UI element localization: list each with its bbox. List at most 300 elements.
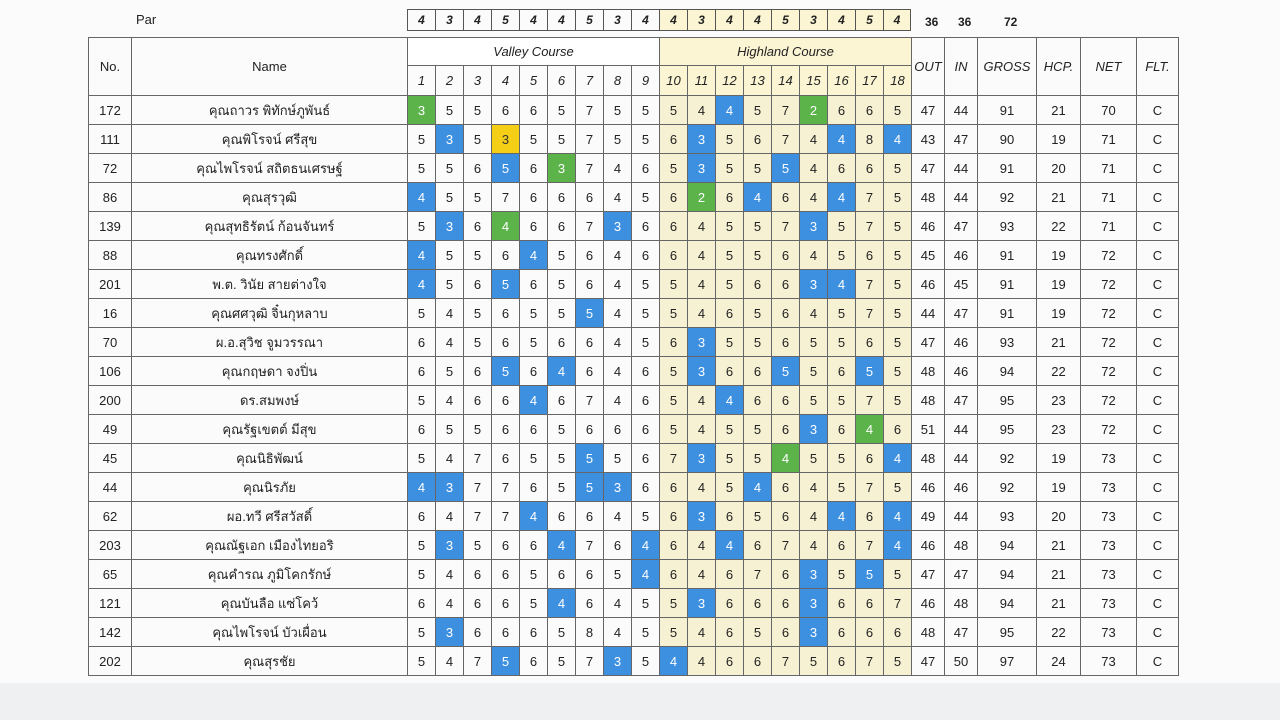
hole-score-13: 5 <box>744 415 772 444</box>
hole-score-2: 4 <box>436 502 464 531</box>
hole-score-16: 5 <box>828 473 856 502</box>
hole-score-17: 8 <box>856 125 884 154</box>
table-row <box>89 647 1179 676</box>
player-name: คุณพิโรจน์ ศรีสุข <box>132 125 408 154</box>
net-score: 73 <box>1081 473 1137 502</box>
par-hole-7: 5 <box>575 9 603 31</box>
par-hole-12: 4 <box>715 9 743 31</box>
hole-score-5: 6 <box>520 154 548 183</box>
net-score: 73 <box>1081 618 1137 647</box>
hole-score-3: 6 <box>464 560 492 589</box>
hole-score-4: 5 <box>492 647 520 676</box>
hole-score-18: 5 <box>884 241 912 270</box>
hole-score-12: 6 <box>716 647 744 676</box>
hole-score-14: 6 <box>772 415 800 444</box>
hole-number-15: 15 <box>800 66 828 96</box>
hole-score-3: 5 <box>464 96 492 125</box>
out-total: 47 <box>912 328 945 357</box>
hole-score-9: 6 <box>632 154 660 183</box>
score-table-body <box>89 96 1179 676</box>
hole-score-1: 5 <box>408 560 436 589</box>
hole-score-15: 3 <box>800 415 828 444</box>
net-score: 73 <box>1081 560 1137 589</box>
hole-score-7: 6 <box>576 357 604 386</box>
hole-score-12: 4 <box>716 96 744 125</box>
hole-score-15: 2 <box>800 96 828 125</box>
player-number: 201 <box>89 270 132 299</box>
hole-score-7: 6 <box>576 183 604 212</box>
player-name: คุณถาวร พิทักษ์ภูพันธ์ <box>132 96 408 125</box>
hole-score-6: 5 <box>548 270 576 299</box>
gross-score: 94 <box>978 531 1037 560</box>
hole-score-10: 5 <box>660 96 688 125</box>
hole-score-3: 5 <box>464 328 492 357</box>
handicap: 22 <box>1037 212 1081 241</box>
hole-score-7: 6 <box>576 241 604 270</box>
hole-score-18: 5 <box>884 299 912 328</box>
hole-score-2: 4 <box>436 299 464 328</box>
hole-score-18: 5 <box>884 270 912 299</box>
in-total: 44 <box>945 154 978 183</box>
hole-score-16: 5 <box>828 386 856 415</box>
hole-number-16: 16 <box>828 66 856 96</box>
hole-score-9: 6 <box>632 212 660 241</box>
hole-score-2: 4 <box>436 386 464 415</box>
hole-score-15: 4 <box>800 183 828 212</box>
hole-score-13: 7 <box>744 560 772 589</box>
player-name: คุณทรงศักดิ์ <box>132 241 408 270</box>
handicap: 24 <box>1037 647 1081 676</box>
hole-score-14: 5 <box>772 154 800 183</box>
hole-score-2: 5 <box>436 96 464 125</box>
hole-score-9: 5 <box>632 299 660 328</box>
hole-score-1: 5 <box>408 212 436 241</box>
gross-score: 91 <box>978 299 1037 328</box>
hole-number-4: 4 <box>492 66 520 96</box>
hole-number-1: 1 <box>408 66 436 96</box>
hole-score-16: 6 <box>828 357 856 386</box>
hole-score-17: 7 <box>856 647 884 676</box>
hole-score-17: 7 <box>856 531 884 560</box>
player-number: 142 <box>89 618 132 647</box>
hole-score-13: 5 <box>744 241 772 270</box>
hole-score-5: 4 <box>520 241 548 270</box>
handicap: 19 <box>1037 241 1081 270</box>
out-total: 47 <box>912 560 945 589</box>
hole-score-4: 6 <box>492 531 520 560</box>
hole-score-8: 4 <box>604 589 632 618</box>
handicap: 21 <box>1037 560 1081 589</box>
table-row <box>89 589 1179 618</box>
table-row <box>89 299 1179 328</box>
flight: C <box>1137 154 1179 183</box>
hole-score-1: 5 <box>408 531 436 560</box>
flight: C <box>1137 618 1179 647</box>
hole-score-16: 4 <box>828 270 856 299</box>
out-total: 48 <box>912 183 945 212</box>
hole-score-4: 7 <box>492 183 520 212</box>
hole-score-4: 6 <box>492 618 520 647</box>
hole-number-14: 14 <box>772 66 800 96</box>
hole-score-13: 6 <box>744 270 772 299</box>
hole-score-2: 5 <box>436 183 464 212</box>
hole-score-14: 7 <box>772 647 800 676</box>
hole-score-2: 4 <box>436 328 464 357</box>
hole-score-15: 4 <box>800 125 828 154</box>
player-number: 62 <box>89 502 132 531</box>
out-total: 47 <box>912 647 945 676</box>
hole-number-18: 18 <box>884 66 912 96</box>
par-hole-2: 3 <box>435 9 463 31</box>
out-total: 46 <box>912 589 945 618</box>
hole-score-7: 6 <box>576 502 604 531</box>
hole-score-8: 5 <box>604 444 632 473</box>
hole-score-8: 6 <box>604 531 632 560</box>
hole-score-10: 7 <box>660 444 688 473</box>
hole-score-9: 4 <box>632 560 660 589</box>
hole-score-18: 5 <box>884 473 912 502</box>
handicap: 19 <box>1037 473 1081 502</box>
in-total: 46 <box>945 357 978 386</box>
hole-score-3: 5 <box>464 531 492 560</box>
flight: C <box>1137 647 1179 676</box>
hole-score-17: 7 <box>856 299 884 328</box>
hole-score-3: 5 <box>464 415 492 444</box>
hole-score-4: 7 <box>492 473 520 502</box>
hole-score-4: 5 <box>492 154 520 183</box>
hole-score-8: 6 <box>604 415 632 444</box>
in-total: 47 <box>945 299 978 328</box>
hole-score-3: 6 <box>464 386 492 415</box>
hole-score-17: 5 <box>856 357 884 386</box>
hole-score-9: 5 <box>632 183 660 212</box>
hole-score-7: 5 <box>576 473 604 502</box>
net-score: 73 <box>1081 647 1137 676</box>
hole-score-1: 3 <box>408 96 436 125</box>
col-flt-header: FLT. <box>1137 38 1179 96</box>
par-hole-16: 4 <box>827 9 855 31</box>
par-out: 36 <box>925 15 939 29</box>
flight: C <box>1137 386 1179 415</box>
hole-score-2: 4 <box>436 560 464 589</box>
hole-score-3: 7 <box>464 647 492 676</box>
table-row <box>89 473 1179 502</box>
flight: C <box>1137 502 1179 531</box>
flight: C <box>1137 415 1179 444</box>
net-score: 71 <box>1081 154 1137 183</box>
hole-score-18: 4 <box>884 502 912 531</box>
hole-score-1: 6 <box>408 589 436 618</box>
valley-course-header: Valley Course <box>408 38 660 66</box>
hole-score-4: 7 <box>492 502 520 531</box>
hole-score-5: 6 <box>520 270 548 299</box>
in-total: 47 <box>945 125 978 154</box>
out-total: 48 <box>912 618 945 647</box>
out-total: 47 <box>912 154 945 183</box>
hole-score-15: 5 <box>800 444 828 473</box>
hole-score-9: 5 <box>632 502 660 531</box>
player-name: คุณนิธิพัฒน์ <box>132 444 408 473</box>
player-number: 139 <box>89 212 132 241</box>
header-row-courses <box>89 38 1179 66</box>
hole-score-1: 5 <box>408 154 436 183</box>
hole-score-2: 4 <box>436 444 464 473</box>
hole-score-7: 5 <box>576 444 604 473</box>
hole-score-10: 5 <box>660 154 688 183</box>
hole-score-11: 3 <box>688 154 716 183</box>
hole-score-1: 5 <box>408 299 436 328</box>
hole-score-10: 6 <box>660 125 688 154</box>
hole-score-11: 3 <box>688 444 716 473</box>
hole-score-12: 5 <box>716 444 744 473</box>
hole-score-13: 5 <box>744 618 772 647</box>
hole-score-17: 6 <box>856 154 884 183</box>
in-total: 50 <box>945 647 978 676</box>
hole-score-8: 4 <box>604 183 632 212</box>
hole-score-9: 6 <box>632 415 660 444</box>
score-table <box>88 37 1179 676</box>
hole-score-4: 5 <box>492 357 520 386</box>
net-score: 72 <box>1081 270 1137 299</box>
in-total: 48 <box>945 589 978 618</box>
hole-score-13: 4 <box>744 473 772 502</box>
hole-score-6: 6 <box>548 560 576 589</box>
hole-number-2: 2 <box>436 66 464 96</box>
hole-score-6: 5 <box>548 473 576 502</box>
table-row <box>89 531 1179 560</box>
hole-score-2: 3 <box>436 125 464 154</box>
par-hole-8: 3 <box>603 9 631 31</box>
hole-score-12: 5 <box>716 270 744 299</box>
hole-score-15: 3 <box>800 212 828 241</box>
player-name: คุณกฤษดา จงปิ่น <box>132 357 408 386</box>
hole-score-9: 6 <box>632 473 660 502</box>
player-name: คุณสุรวุฒิ <box>132 183 408 212</box>
table-row <box>89 444 1179 473</box>
hole-number-9: 9 <box>632 66 660 96</box>
gross-score: 95 <box>978 415 1037 444</box>
hole-score-9: 5 <box>632 589 660 618</box>
player-number: 65 <box>89 560 132 589</box>
handicap: 20 <box>1037 154 1081 183</box>
hole-score-6: 5 <box>548 618 576 647</box>
hole-number-5: 5 <box>520 66 548 96</box>
hole-score-13: 5 <box>744 328 772 357</box>
col-net-header: NET <box>1081 38 1137 96</box>
hole-score-18: 6 <box>884 618 912 647</box>
player-name: พ.ต. วินัย สายต่างใจ <box>132 270 408 299</box>
hole-score-11: 4 <box>688 531 716 560</box>
hole-score-16: 4 <box>828 125 856 154</box>
hole-score-3: 5 <box>464 183 492 212</box>
in-total: 44 <box>945 415 978 444</box>
hole-score-13: 5 <box>744 502 772 531</box>
table-row <box>89 502 1179 531</box>
hole-score-10: 5 <box>660 270 688 299</box>
par-hole-6: 4 <box>547 9 575 31</box>
flight: C <box>1137 560 1179 589</box>
par-hole-13: 4 <box>743 9 771 31</box>
hole-score-9: 5 <box>632 328 660 357</box>
hole-score-14: 6 <box>772 241 800 270</box>
hole-score-17: 7 <box>856 386 884 415</box>
hole-score-5: 6 <box>520 647 548 676</box>
hole-score-12: 6 <box>716 560 744 589</box>
handicap: 21 <box>1037 96 1081 125</box>
out-total: 49 <box>912 502 945 531</box>
player-number: 44 <box>89 473 132 502</box>
in-total: 47 <box>945 618 978 647</box>
handicap: 21 <box>1037 531 1081 560</box>
hole-score-11: 3 <box>688 357 716 386</box>
hole-score-2: 3 <box>436 618 464 647</box>
in-total: 44 <box>945 96 978 125</box>
hole-score-9: 5 <box>632 647 660 676</box>
net-score: 73 <box>1081 589 1137 618</box>
hole-score-10: 4 <box>660 647 688 676</box>
hole-score-16: 4 <box>828 183 856 212</box>
hole-score-8: 4 <box>604 386 632 415</box>
hole-score-13: 5 <box>744 96 772 125</box>
hole-score-3: 7 <box>464 473 492 502</box>
hole-score-18: 5 <box>884 183 912 212</box>
hole-score-10: 5 <box>660 618 688 647</box>
hole-score-10: 6 <box>660 328 688 357</box>
table-row <box>89 241 1179 270</box>
hole-score-14: 6 <box>772 502 800 531</box>
net-score: 72 <box>1081 241 1137 270</box>
hole-number-17: 17 <box>856 66 884 96</box>
hole-score-3: 5 <box>464 125 492 154</box>
par-hole-4: 5 <box>491 9 519 31</box>
hole-score-12: 5 <box>716 241 744 270</box>
hole-score-17: 6 <box>856 241 884 270</box>
hole-score-2: 4 <box>436 589 464 618</box>
out-total: 46 <box>912 473 945 502</box>
hole-score-7: 6 <box>576 328 604 357</box>
handicap: 21 <box>1037 328 1081 357</box>
hole-score-18: 5 <box>884 357 912 386</box>
player-name: ผ.อ.สุวิช จูมวรรณา <box>132 328 408 357</box>
hole-score-6: 5 <box>548 415 576 444</box>
net-score: 71 <box>1081 212 1137 241</box>
player-number: 106 <box>89 357 132 386</box>
col-name-header: Name <box>132 38 408 96</box>
out-total: 51 <box>912 415 945 444</box>
hole-score-1: 4 <box>408 270 436 299</box>
hole-score-15: 4 <box>800 299 828 328</box>
hole-score-13: 5 <box>744 154 772 183</box>
hole-score-5: 5 <box>520 299 548 328</box>
hole-score-16: 5 <box>828 560 856 589</box>
hole-score-6: 3 <box>548 154 576 183</box>
hole-score-3: 7 <box>464 444 492 473</box>
hole-score-12: 5 <box>716 154 744 183</box>
net-score: 72 <box>1081 415 1137 444</box>
hole-score-15: 4 <box>800 473 828 502</box>
hole-score-11: 4 <box>688 647 716 676</box>
hole-score-15: 3 <box>800 560 828 589</box>
out-total: 45 <box>912 241 945 270</box>
hole-score-1: 5 <box>408 444 436 473</box>
hole-score-10: 6 <box>660 241 688 270</box>
gross-score: 92 <box>978 183 1037 212</box>
hole-score-14: 7 <box>772 125 800 154</box>
hole-score-15: 4 <box>800 531 828 560</box>
hole-score-12: 5 <box>716 212 744 241</box>
hole-score-6: 6 <box>548 212 576 241</box>
hole-score-17: 6 <box>856 96 884 125</box>
hole-score-13: 6 <box>744 647 772 676</box>
hole-score-2: 3 <box>436 473 464 502</box>
hole-score-6: 5 <box>548 299 576 328</box>
hole-score-16: 4 <box>828 502 856 531</box>
par-hole-11: 3 <box>687 9 715 31</box>
hole-score-11: 4 <box>688 270 716 299</box>
hole-score-2: 5 <box>436 357 464 386</box>
gross-score: 91 <box>978 241 1037 270</box>
hole-score-15: 3 <box>800 589 828 618</box>
hole-score-8: 5 <box>604 96 632 125</box>
hole-score-13: 6 <box>744 357 772 386</box>
hole-number-11: 11 <box>688 66 716 96</box>
par-hole-9: 4 <box>631 9 659 31</box>
player-number: 203 <box>89 531 132 560</box>
hole-score-8: 3 <box>604 212 632 241</box>
hole-score-10: 6 <box>660 183 688 212</box>
hole-score-4: 6 <box>492 444 520 473</box>
player-number: 111 <box>89 125 132 154</box>
hole-score-16: 6 <box>828 589 856 618</box>
hole-score-16: 5 <box>828 444 856 473</box>
hole-score-12: 6 <box>716 299 744 328</box>
hole-score-12: 5 <box>716 125 744 154</box>
hole-score-11: 3 <box>688 125 716 154</box>
player-number: 45 <box>89 444 132 473</box>
hole-score-18: 6 <box>884 415 912 444</box>
in-total: 47 <box>945 212 978 241</box>
hole-score-14: 6 <box>772 589 800 618</box>
net-score: 72 <box>1081 328 1137 357</box>
hole-score-1: 4 <box>408 183 436 212</box>
hole-score-8: 3 <box>604 647 632 676</box>
player-name: คุณนิรภัย <box>132 473 408 502</box>
hole-score-15: 4 <box>800 241 828 270</box>
flight: C <box>1137 444 1179 473</box>
gross-score: 93 <box>978 502 1037 531</box>
flight: C <box>1137 473 1179 502</box>
table-row <box>89 96 1179 125</box>
player-name: คุณคำรณ ภูมิโคกรักษ์ <box>132 560 408 589</box>
hole-score-18: 5 <box>884 560 912 589</box>
gross-score: 94 <box>978 589 1037 618</box>
col-gross-header: GROSS <box>978 38 1037 96</box>
par-total: 72 <box>1004 15 1018 29</box>
hole-score-14: 6 <box>772 299 800 328</box>
hole-score-16: 5 <box>828 241 856 270</box>
hole-score-9: 4 <box>632 531 660 560</box>
hole-score-18: 4 <box>884 125 912 154</box>
gross-score: 95 <box>978 386 1037 415</box>
hole-score-6: 6 <box>548 386 576 415</box>
hole-score-14: 4 <box>772 444 800 473</box>
hole-score-17: 6 <box>856 618 884 647</box>
hole-score-18: 5 <box>884 386 912 415</box>
col-hcp-header: HCP. <box>1037 38 1081 96</box>
gross-score: 92 <box>978 473 1037 502</box>
col-in-header: IN <box>945 38 978 96</box>
hole-score-14: 6 <box>772 328 800 357</box>
